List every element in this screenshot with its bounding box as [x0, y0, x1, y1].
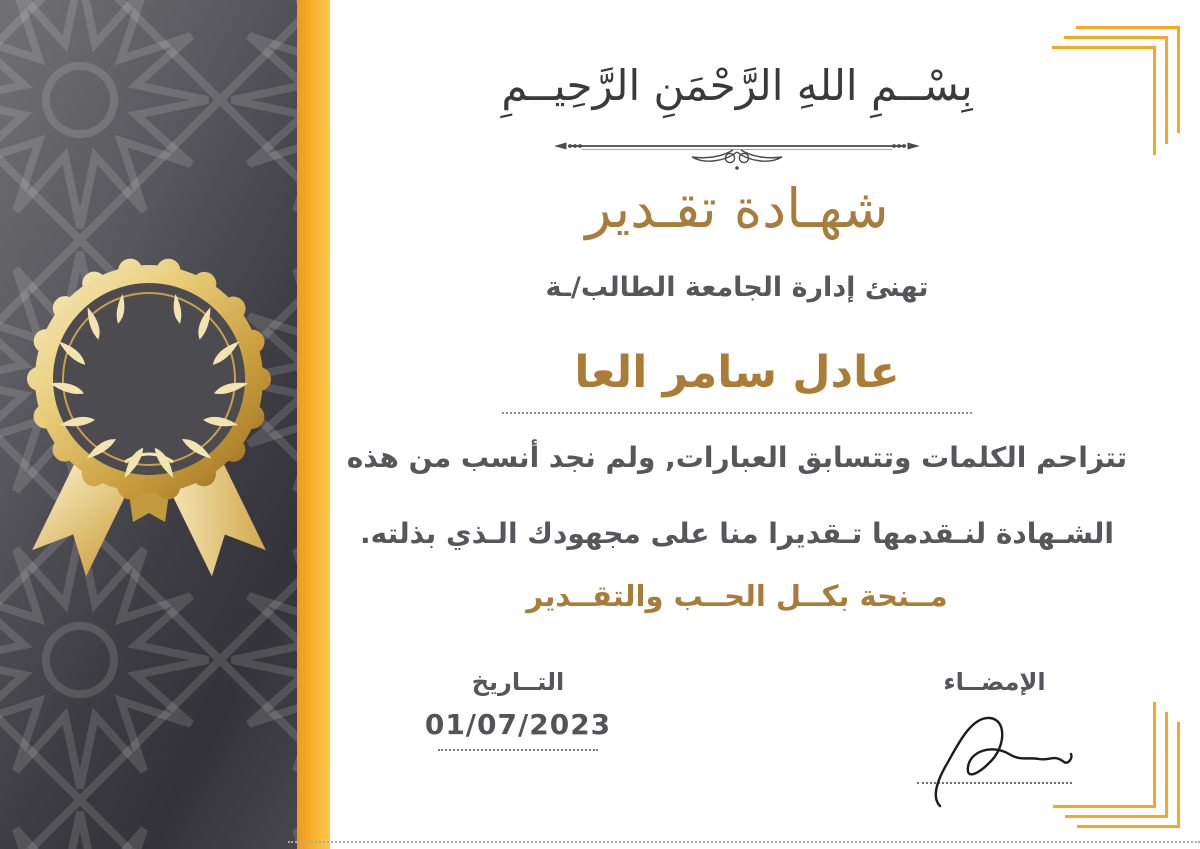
body-text-line1: تتزاحم الكلمات وتتسابق العبارات, ولم نجد أنسب من هذه	[346, 441, 1128, 474]
date-label: التــاريخ	[471, 668, 565, 696]
bismillah-calligraphy: بِسْــمِ اللهِ الرَّحْمَنِ الرَّحِيــمِ	[501, 61, 973, 110]
greeting-text: تهنئ إدارة الجامعة الطالب/ـة	[545, 272, 929, 303]
medal-circle	[35, 265, 263, 493]
date-block	[408, 668, 628, 751]
accent-stripe	[297, 0, 330, 849]
signature-area	[882, 696, 1107, 816]
bottom-dotted-edge	[288, 841, 1200, 843]
signature-label: الإمضــاء	[943, 668, 1046, 696]
dedication-text: مــنحة بكــل الحــب والتقــدير	[526, 579, 948, 613]
certificate-title: شهـادة تقـدير	[585, 177, 889, 240]
medal-badge	[24, 254, 274, 598]
certificate-content	[330, 0, 1144, 849]
recipient-name: عادل سامر العا	[574, 347, 900, 398]
signature-block	[882, 668, 1107, 816]
date-underline	[438, 749, 598, 751]
handwritten-signature-icon	[910, 702, 1080, 812]
body-text-line2: الشـهادة لنـقدمها تـقديرا منا على مجهودك الـذي بذلته.	[360, 517, 1114, 550]
name-underline	[502, 412, 972, 414]
date-value: 01/07/2023	[424, 708, 612, 741]
